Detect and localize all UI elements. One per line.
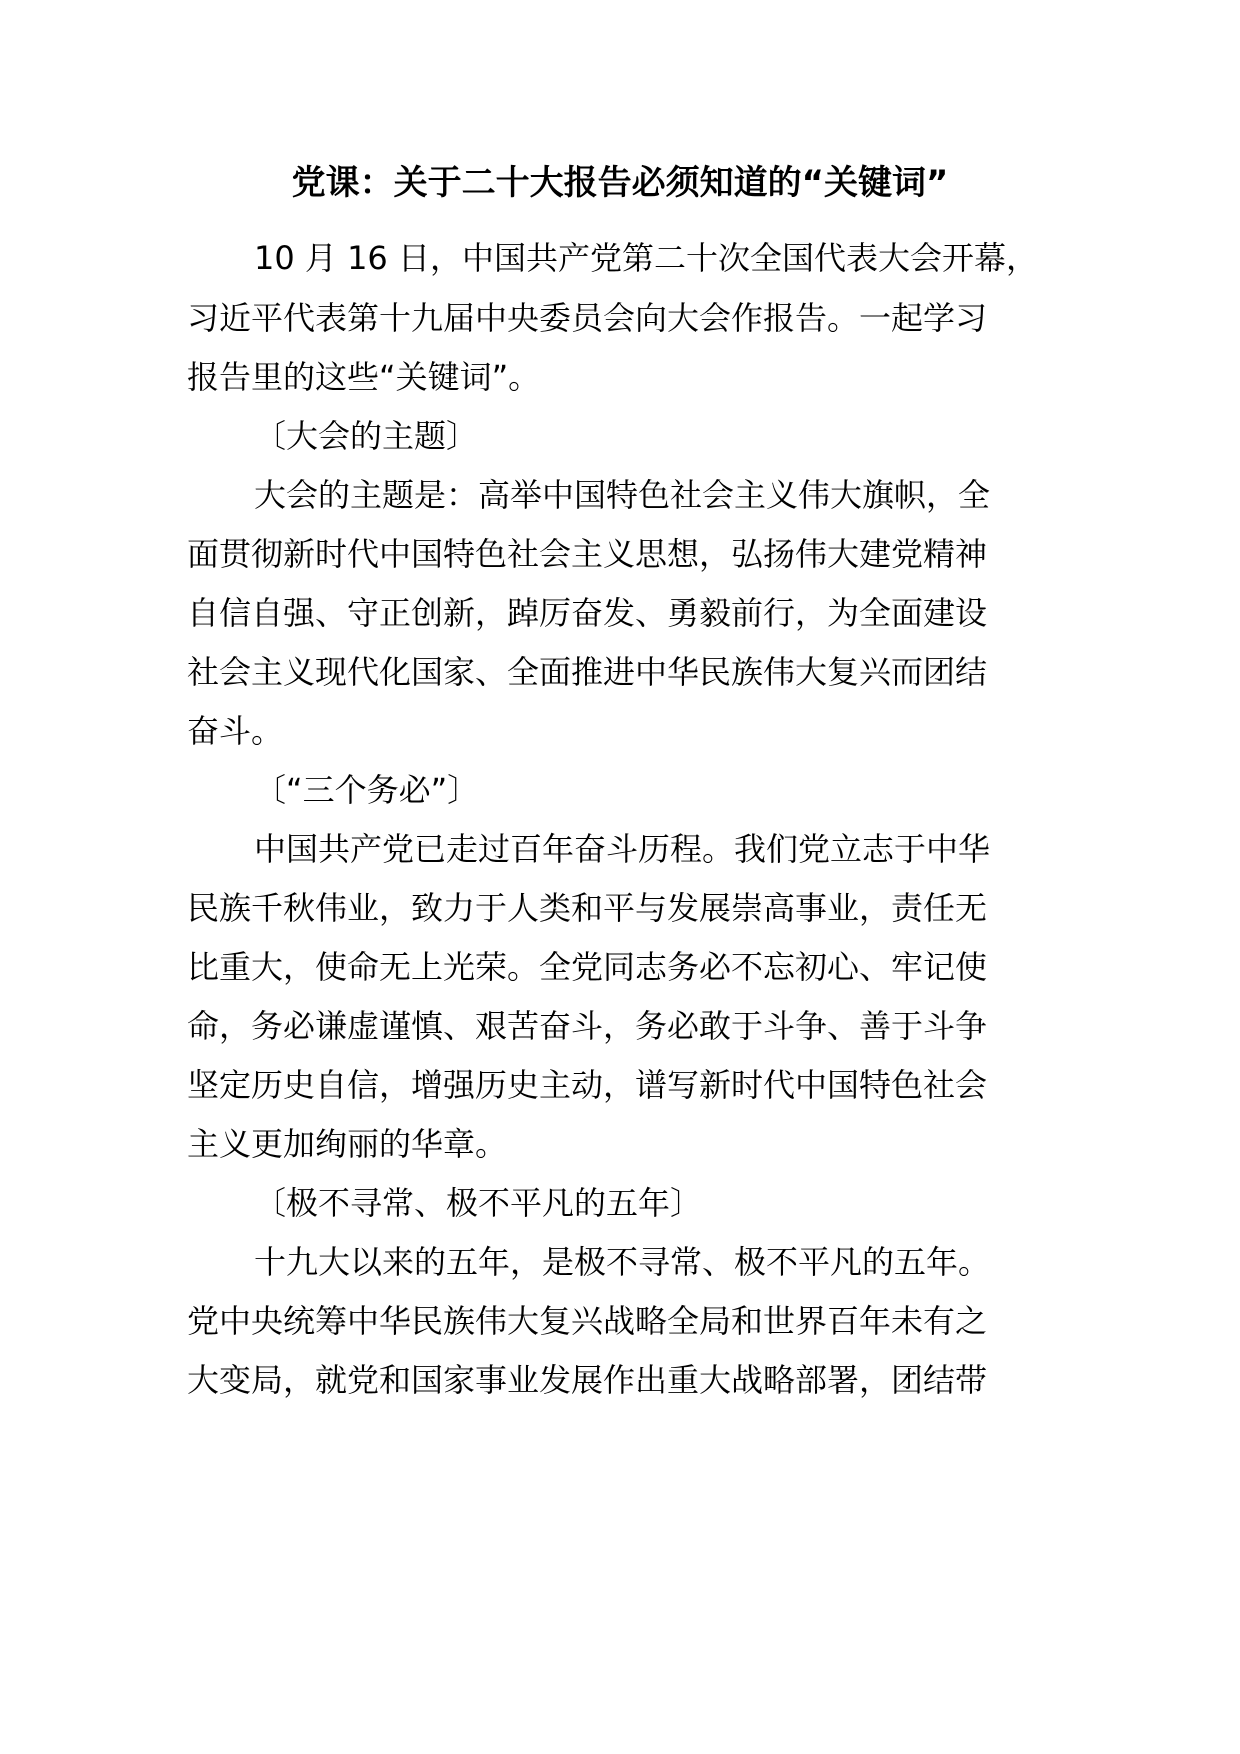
text-line: 自信自强、守正创新，踔厉奋发、勇毅前行，为全面建设 [187, 594, 988, 632]
text-line: 比重大，使命无上光荣。全党同志务必不忘初心、牢记使 [187, 948, 988, 986]
text-line: 社会主义现代化国家、全面推进中华民族伟大复兴而团结 [187, 653, 988, 691]
text-line: 习近平代表第十九届中央委员会向大会作报告。一起学习 [187, 299, 988, 337]
text-line: 十九大以来的五年，是极不寻常、极不平凡的五年。 [254, 1243, 991, 1281]
section-heading: 〔极不寻常、极不平凡的五年〕 [254, 1184, 703, 1222]
text-line: 党中央统筹中华民族伟大复兴战略全局和世界百年未有之 [187, 1302, 988, 1340]
section-heading: 〔大会的主题〕 [254, 417, 479, 455]
text-line: 报告里的这些“关键词”。 [187, 358, 541, 396]
text-line: 面贯彻新时代中国特色社会主义思想，弘扬伟大建党精神 [187, 535, 988, 573]
text-line: 坚定历史自信，增强历史主动，谱写新时代中国特色社会 [187, 1066, 988, 1104]
text-line: 奋斗。 [187, 712, 284, 750]
text-line: 命，务必谦虚谨慎、艰苦奋斗，务必敢于斗争、善于斗争 [187, 1007, 988, 1045]
text-line: 大会的主题是：高举中国特色社会主义伟大旗帜，全 [254, 476, 991, 514]
text-line: 10 月 16 日，中国共产党第二十次全国代表大会开幕， [254, 239, 1038, 277]
text-line: 大变局，就党和国家事业发展作出重大战略部署，团结带 [187, 1361, 988, 1399]
text-line: 民族千秋伟业，致力于人类和平与发展崇高事业，责任无 [187, 889, 988, 927]
text-line: 中国共产党已走过百年奋斗历程。我们党立志于中华 [254, 830, 991, 868]
document-title: 党课：关于二十大报告必须知道的“关键词” [291, 163, 949, 203]
text-line: 主义更加绚丽的华章。 [187, 1125, 508, 1163]
section-heading: 〔“三个务必”〕 [254, 771, 480, 809]
